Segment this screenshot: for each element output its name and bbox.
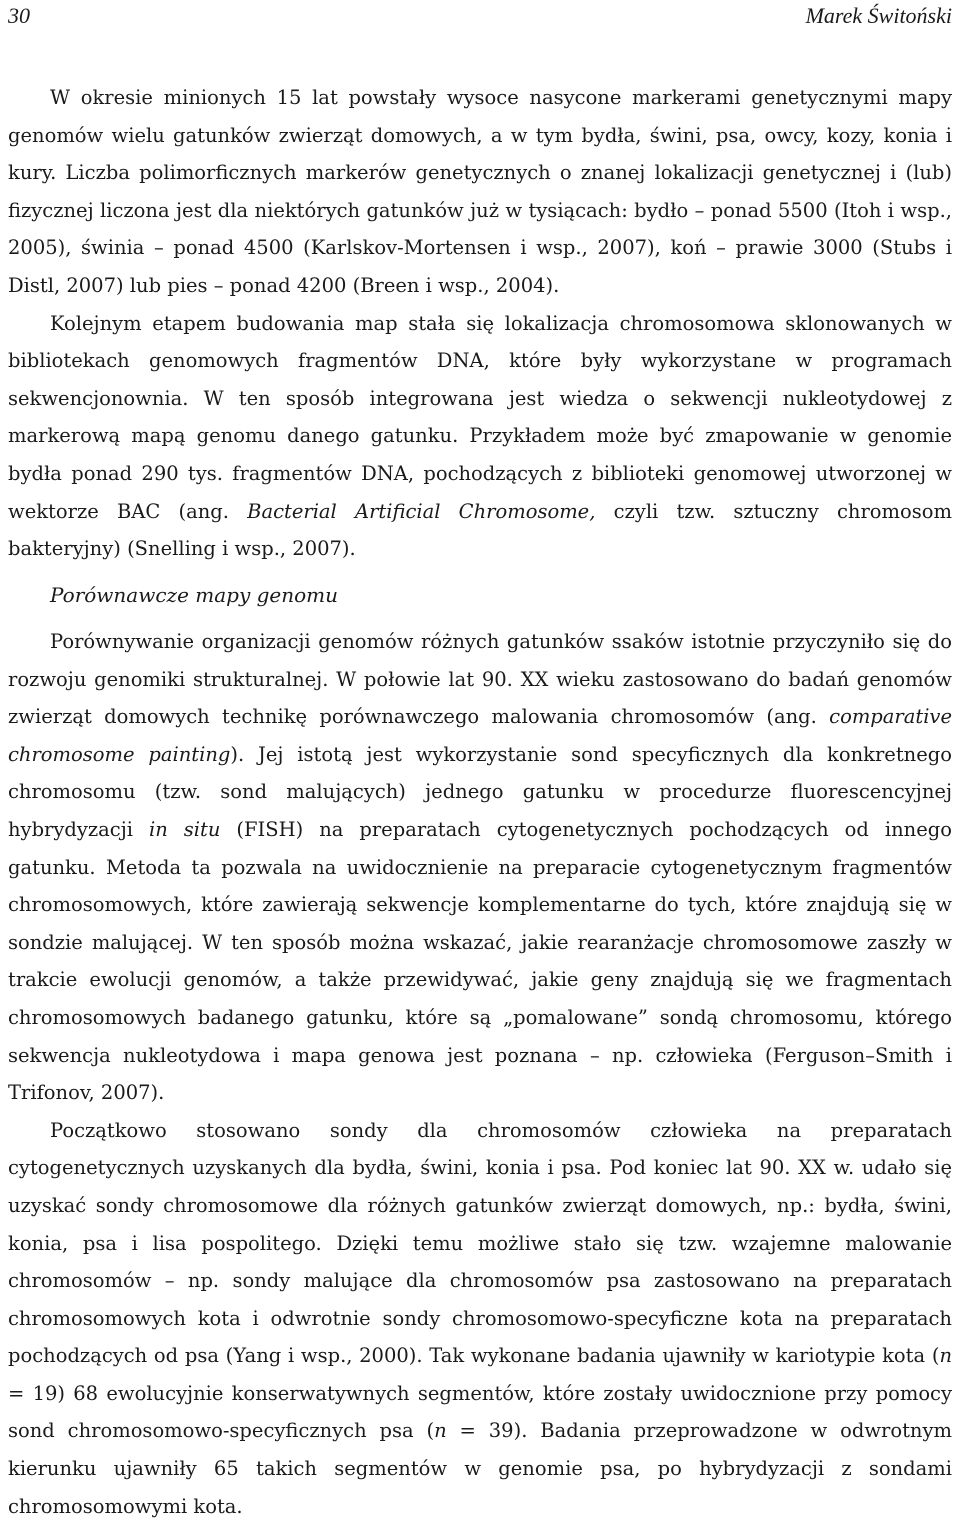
paragraph-painting-text-2: ). Jej istotą jest wykorzystanie sond specyficznych dla konkretnego chromosomu (tzw. sond malujących) jednego gatunku w procedurze fluorescencyjnej hybrydyzacji: [8, 742, 952, 841]
paragraph-results-text-2: = 19) 68 ewolucyjnie konserwatywnych segmentów, które zostały uwidocznione przy pomocy sond chromosomowo-specyficznych psa (: [8, 1381, 952, 1443]
paragraph-results-n-symbol-2: n: [434, 1419, 447, 1443]
paragraph-painting-italic-1: comparative chromosome painting: [8, 705, 952, 766]
paragraph-results: [8, 1112, 952, 1525]
paragraph-intro-text: W okresie minionych 15 lat powstały wysoce nasycone markerami genetycznymi mapy genomów wielu gatunków zwierząt domowych, a w tym bydła, świni, psa, owcy, kozy, konia i kury. Liczba polimorficznych markerów genetycznych o znanej lokalizacji genetycznej i (lub) fizycznej liczona jest dla niektórych gatunków już w tysiącach: bydło – ponad 5500 (Itoh i wsp., 2005), świnia – ponad 4500 (Karlskov-Mortensen i wsp., 2007), koń – prawie 3000 (Stubs i Distl, 2007) lub pies – ponad 4200 (Breen i wsp., 2004).: [8, 86, 952, 297]
paragraph-results-text-1: Początkowo stosowano sondy dla chromosomów człowieka na preparatach cytogenetycznych uzyskanych dla bydła, świni, konia i psa. Pod koniec lat 90. XX w. udało się uzyskać sondy chromosomowe dla różnych gatunków zwierząt domowych, np.: bydła, świni, konia, psa i lisa pospolitego. Dzięki temu możliwe stało się tzw. wzajemne malowanie chromosomów – np. sondy malujące dla chromosomów psa zastosowano na preparatach chromosomowych kota i odwrotnie sondy chromosomowo-specyficzne kota na preparatach pochodzących od psa (Yang i wsp., 2000). Tak wykonane badania ujawniły w kariotypie kota (: [8, 1118, 952, 1368]
paragraph-bac-text-before: Kolejnym etapem budowania map stała się lokalizacja chromosomowa sklonowanych w bibliotekach genomowych fragmentów DNA, które były wykorzystane w programach sekwencjonownia. W ten sposób integrowana jest wiedza o sekwencji nukleotydowej z markerową mapą genomu danego gatunku. Przykładem może być zmapowanie w genomie bydła ponad 290 tys. fragmentów DNA, pochodzących z biblioteki genomowej utworzonej w wektorze BAC (ang.: [8, 311, 952, 523]
page-number: 30: [8, 3, 30, 28]
section-body: [8, 623, 952, 1525]
running-author: Marek Świtoński: [805, 3, 952, 28]
paragraph-intro: [8, 79, 952, 568]
paragraph-bac-text-after: czyli tzw. sztuczny chromosom bakteryjny) (Snelling i wsp., 2007).: [8, 499, 952, 561]
paragraph-bac: [8, 305, 952, 568]
paragraph-results-n-symbol-1: n: [939, 1344, 952, 1368]
paragraph-painting: [8, 623, 952, 1112]
paragraph-painting-text-1: Porównywanie organizacji genomów różnych gatunków ssaków istotnie przyczyniło się do rozwoju genomiki strukturalnej. W połowie lat 90. XX wieku zastosowano do badań genomów zwierząt domowych technikę porównawczego malowania chromosomów (ang.: [8, 630, 952, 729]
section-heading: Porównawcze mapy genomu: [50, 583, 339, 607]
paragraph-painting-text-3: (FISH) na preparatach cytogenetycznych pochodzących od innego gatunku. Metoda ta pozwala na uwidocznienie na preparacie cytogenetycznym fragmentów chromosomowych, które zawierają sekwencje komplementarne do tych, które znajdują się w sondzie malującej. W ten sposób można wskazać, jakie rearanżacje chromosomowe zaszły w trakcie ewolucji genomów, a także przewidywać, jakie geny znajdują się we fragmentach chromosomowych badanego gatunku, które są „pomalowane” sondą chromosomu, którego sekwencja nukleotydowa i mapa genowa jest poznana – np. człowieka (Ferguson–Smith i Trifonov, 2007).: [8, 817, 952, 1105]
paragraph-results-text-3: = 39). Badania przeprowadzone w odwrotnym kierunku ujawniły 65 takich segmentów w genomie psa, po hybrydyzacji z sondami chromosomowymi kota.: [8, 1419, 952, 1518]
paragraph-bac-italic: Bacterial Artificial Chromosome,: [247, 499, 596, 523]
running-header: [8, 3, 952, 37]
paragraph-painting-italic-2: in situ: [149, 817, 221, 841]
